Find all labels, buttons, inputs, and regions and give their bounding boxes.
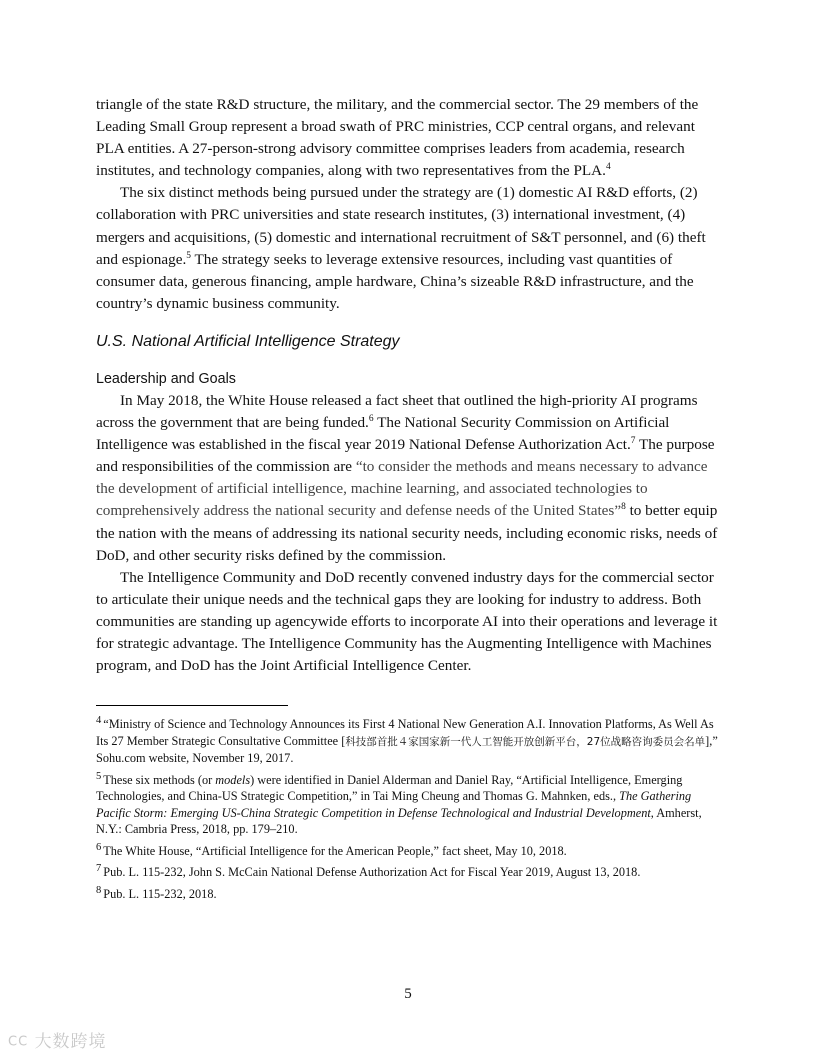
footnote-ref-5[interactable]: 5 (186, 250, 191, 261)
footnote-4 (96, 716, 720, 767)
paragraph-1 (96, 94, 720, 182)
paragraph-3-text-b: The National Security Commission on Artificial Intelligence was established in the fiscal year 2019 National Defense Authorization Act. (96, 414, 670, 454)
footnote-divider (96, 705, 288, 706)
footnote-5 (96, 772, 720, 838)
document-page (96, 94, 720, 907)
footnote-5-text-a: These six methods (or (103, 772, 216, 787)
footnote-5-italic-a: models (215, 772, 251, 787)
subsection-heading: Leadership and Goals (96, 370, 236, 387)
footnote-5-number: 5 (96, 770, 102, 782)
footnote-7 (96, 864, 720, 881)
section-heading: U.S. National Artificial Intelligence Strategy (96, 332, 400, 350)
paragraph-3-text-d: to better equip the nation with the means of addressing its national security needs, including economic risks, needs of DoD, and other security risks defined by the commission. (96, 502, 718, 564)
paragraph-1-text: triangle of the state R&D structure, the military, and the commercial sector. The 29 members of the Leading Small Group represent a broad swath of PRC ministries, CCP central organs, and relevant PLA entities. A 27-person-strong advisory committee comprises leaders from academia, research institutes, and technology companies, along with two representatives from the PLA. (96, 96, 699, 180)
watermark (8, 1027, 107, 1052)
footnote-ref-7[interactable]: 7 (630, 436, 636, 447)
page-number: 5 (404, 986, 412, 1002)
paragraph-3 (96, 390, 720, 567)
footnote-6-text: The White House, “Artificial Intelligence for the American People,” fact sheet, May 10, 2018. (103, 843, 567, 858)
footnote-7-number: 7 (96, 863, 102, 875)
watermark-logo-icon: CC (8, 1034, 29, 1050)
footnote-5-text-b: ) were identified in Daniel Alderman and Daniel Ray, “Artificial Intelligence, Emerging Technologies, and China-US Strategic Competition,” in Tai Ming Cheung and Thomas G. Mahnken, eds., (96, 772, 683, 804)
footnote-8-number: 8 (96, 884, 102, 896)
footnote-ref-4[interactable]: 4 (605, 162, 611, 173)
footnote-8 (96, 886, 720, 903)
paragraph-2 (96, 182, 720, 315)
footnote-7-text: Pub. L. 115-232, John S. McCain National Defense Authorization Act for Fiscal Year 2019, August 13, 2018. (103, 865, 641, 880)
footnote-5-book-title: The Gathering Pacific Storm: Emerging US-China Strategic Competition in Defense Technological and Industrial Development (96, 789, 692, 820)
paragraph-4-text: The Intelligence Community and DoD recently convened industry days for the commercial sector to articulate their unique needs and the technical gaps they are looking for industry to address. Both communities are standing up agencywide efforts to incorporate AI into their operations and leverage it for strategic advantage. The Intelligence Community has the Augmenting Intelligence with Machines program, and DoD has the Joint Artificial Intelligence Center. (96, 568, 718, 675)
footnote-5-text-c: , Amherst, N.Y.: Cambria Press, 2018, pp. 179–210. (96, 805, 702, 837)
commission-quote: “to consider the methods and means necessary to advance the development of artificial intelligence, machine learning, and associated technologies to comprehensively address the national security and defense needs of the United States” (96, 458, 708, 520)
paragraph-2-text-b: The strategy seeks to leverage extensive resources, including vast quantities of consumer data, generous financing, ample hardware, China’s sizeable R&D infrastructure, and the country’s dynamic business community. (96, 250, 694, 312)
paragraph-2-text-a: The six distinct methods being pursued under the strategy are (1) domestic AI R&D efforts, (2) collaboration with PRC universities and state research institutes, (3) international investment, (4) mergers and acquisitions, (5) domestic and international recruitment of S&T personnel, and (6) theft and espionage. (96, 184, 706, 268)
footnote-4-number: 4 (96, 715, 102, 727)
footnote-4-text-b: ],” Sohu.com website, November 19, 2017. (96, 733, 718, 766)
paragraph-3-text-a: In May 2018, the White House released a fact sheet that outlined the high-priority AI programs across the government that are being funded. (96, 391, 698, 432)
footnote-8-text: Pub. L. 115-232, 2018. (103, 886, 217, 901)
footnote-ref-6[interactable]: 6 (368, 413, 374, 424)
watermark-text: 大数跨境 (34, 1032, 107, 1052)
footnote-6 (96, 843, 720, 860)
footnote-4-chinese-title: 科技部首批４家国家新一代人工智能开放创新平台，27位战略咨询委员会名单 (345, 735, 706, 748)
paragraph-4 (96, 567, 720, 677)
footnote-ref-8[interactable]: 8 (621, 502, 626, 513)
footnote-4-text-a: “Ministry of Science and Technology Announces its First 4 National New Generation A.I. Innovation Platforms, As Well As Its 27 Member Strategic Consultative Committee [ (96, 717, 714, 748)
paragraph-3-text-c: The purpose and responsibilities of the commission are (96, 436, 715, 476)
footnote-6-number: 6 (96, 841, 102, 853)
